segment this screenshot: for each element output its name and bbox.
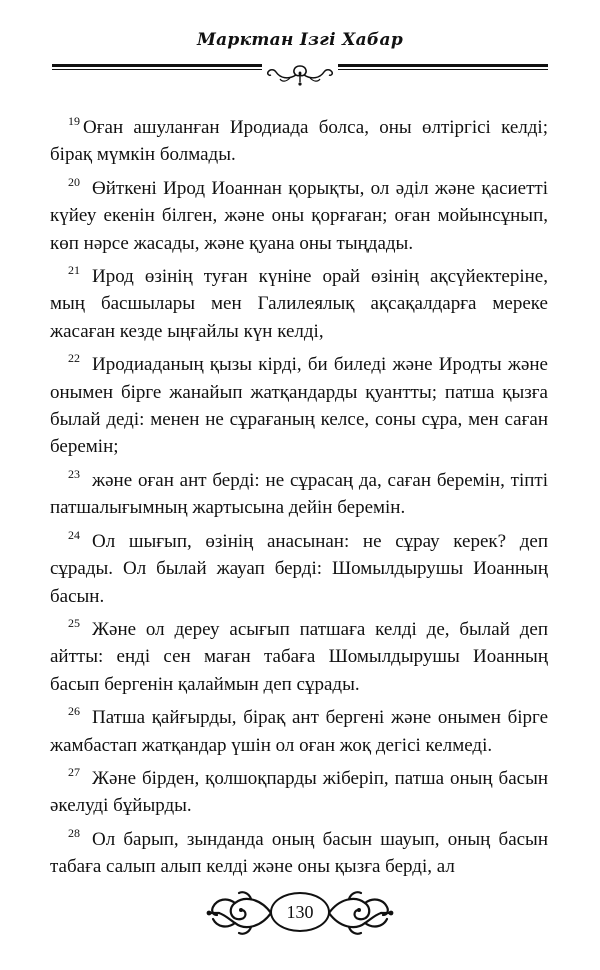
verse-number: 22 bbox=[68, 351, 80, 366]
verse-19 bbox=[50, 114, 548, 169]
page-number: 130 bbox=[286, 901, 314, 922]
page-number-badge bbox=[270, 892, 330, 932]
verse-number: 26 bbox=[68, 704, 80, 719]
verse-number: 19 bbox=[68, 114, 80, 128]
verse-number: 25 bbox=[68, 615, 80, 630]
verse-text: Оған ашуланған Иродиада болса, оны өлтіргісі келді; бірақ мүмкін болмады. bbox=[50, 117, 548, 166]
verse-text: Иродиаданың қызы кірді, би биледі және Иродты және онымен бірге жанайып жатқандарды қуантты; патша қызға былай деді: менен не сұрағаның келсе, соны сұра, мен саған беремін; bbox=[50, 354, 548, 458]
scripture-text bbox=[50, 114, 548, 887]
verse-27 bbox=[50, 765, 548, 820]
verse-text: Және ол дереу асығып патшаға келді де, былай деп айтты: енді сен маған табаға Шомылдырушы Иоанның басып бергенін қалаймын деп сұрады. bbox=[50, 618, 548, 695]
verse-23 bbox=[50, 467, 548, 522]
verse-number: 23 bbox=[68, 466, 80, 481]
verse-number: 24 bbox=[68, 527, 80, 542]
header-ornament-icon bbox=[262, 60, 338, 88]
verse-25 bbox=[50, 616, 548, 698]
verse-text: Және бірден, қолшоқпарды жіберіп, патша оның басын әкелуді бұйырды. bbox=[50, 767, 548, 817]
verse-text: Ол барып, зынданда оның басын шауып, оның басын табаға салып алып келді және оны қызға берді, ал bbox=[50, 828, 548, 878]
verse-number: 28 bbox=[68, 825, 80, 840]
verse-number: 27 bbox=[68, 764, 80, 779]
running-header-title: Марктан Ізгі Хабар bbox=[196, 30, 404, 50]
verse-text: Өйткені Ирод Иоаннан қорықты, ол әділ және қасиетті күйеу екенін білген, және оны қорғаған; оған мойынсұнып, көп нәрсе жасады, және қуана оны тыңдады. bbox=[50, 177, 548, 254]
verse-text: Ол шығып, өзінің анасынан: не сұрау керек? деп сұрады. Ол былай жауап берді: Шомылдырушы Иоанның басын. bbox=[50, 530, 548, 607]
verse-20 bbox=[50, 175, 548, 257]
verse-22 bbox=[50, 351, 548, 461]
verse-24 bbox=[50, 528, 548, 610]
verse-28 bbox=[50, 826, 548, 881]
verse-text: Патша қайғырды, бірақ ант бергені және онымен бірге жамбастап жатқандар үшін ол оған жоқ дегісі келмеді. bbox=[50, 707, 548, 756]
verse-number: 20 bbox=[68, 174, 80, 189]
verse-text: және оған ант берді: не сұрасаң да, саған беремін, тіпті патшалығымның жартысына дейін беремін. bbox=[50, 469, 548, 519]
verse-21 bbox=[50, 263, 548, 345]
verse-text: Ирод өзінің туған күніне орай өзінің ақсүйектеріне, мың басшылары мен Галилеялық ақсақалдарға мереке жасаған кезде ыңғайлы күн келді, bbox=[50, 266, 548, 342]
verse-26 bbox=[50, 704, 548, 759]
verse-number: 21 bbox=[68, 263, 80, 278]
